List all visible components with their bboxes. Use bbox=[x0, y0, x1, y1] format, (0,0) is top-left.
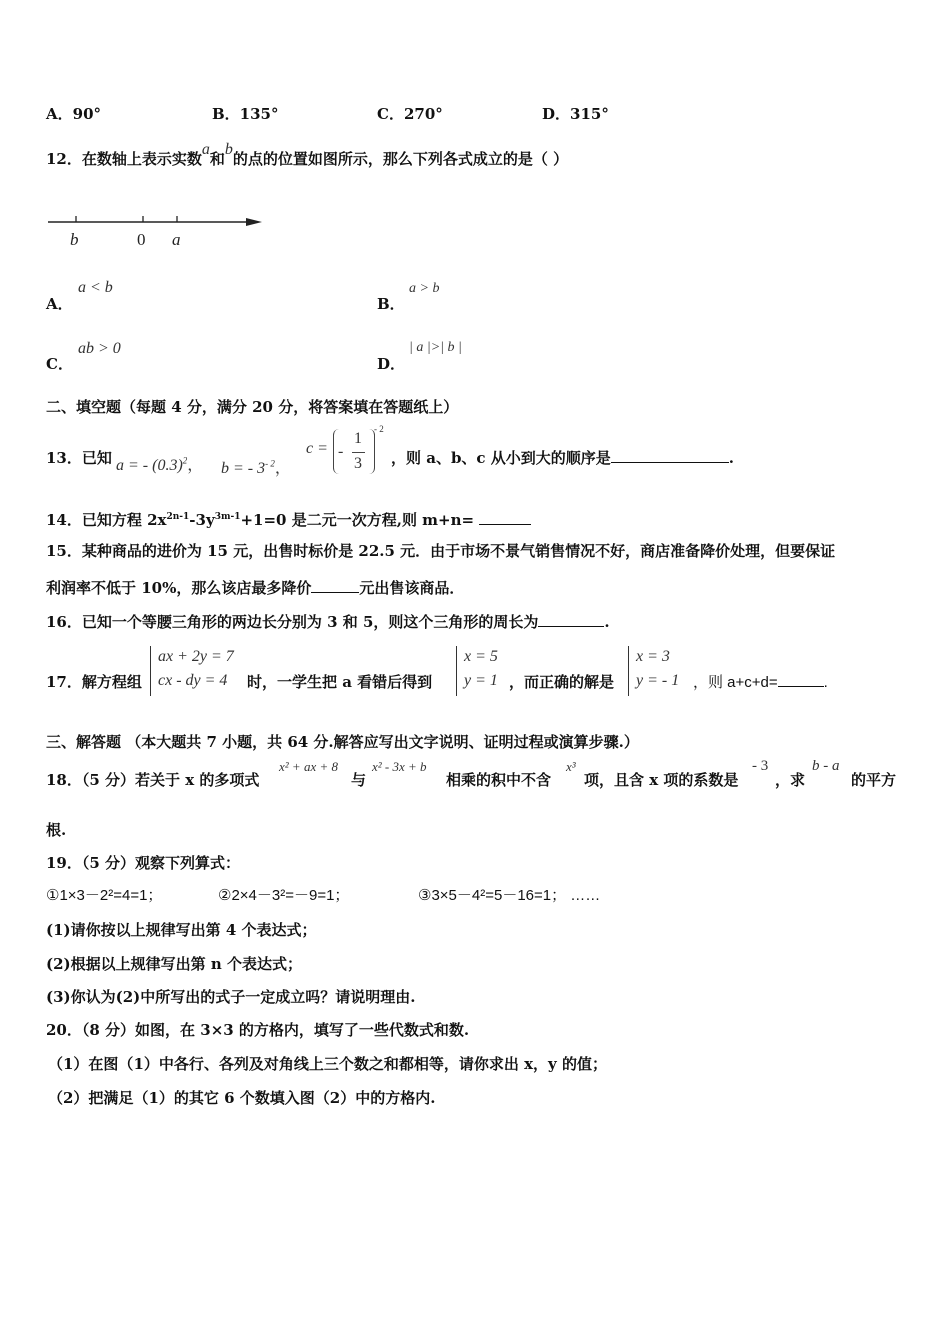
number-line-arrow bbox=[246, 218, 262, 226]
q13-frac-sign: - bbox=[338, 443, 344, 460]
q19-title: 19．（5 分）观察下列算式： bbox=[46, 854, 241, 872]
q12-option-d-math: | a |>| b | bbox=[409, 340, 462, 355]
q19-part-1: (1)请你按以上规律写出第 4 个表达式； bbox=[46, 921, 317, 939]
q19-part-2: (2)根据以上规律写出第 n 个表达式； bbox=[46, 955, 302, 973]
q17-correct-solution: x = 3 y = - 1 bbox=[636, 648, 680, 689]
q19-example-1: ①1×3－2²=4=1； bbox=[46, 887, 163, 904]
q14-answer-blank[interactable] bbox=[479, 510, 531, 525]
q18-x3: x³ bbox=[566, 759, 576, 774]
q16-answer-blank[interactable] bbox=[538, 612, 604, 627]
q13-suffix: ，则 a、b、c 从小到大的顺序是 . bbox=[391, 449, 735, 467]
q17-system: ax + 2y = 7 cx - dy = 4 bbox=[158, 648, 234, 689]
q11-option-c: C．270° bbox=[377, 105, 443, 123]
q13-frac-bar bbox=[352, 452, 365, 453]
q20-title: 20．（8 分）如图，在 3×3 的方格内，填写了一些代数式和数. bbox=[46, 1021, 470, 1039]
q18-poly1: x² + ax + 8 bbox=[279, 759, 338, 774]
label-a: a bbox=[172, 230, 181, 249]
q18-prefix: 18．（5 分）若关于 x 的多项式 bbox=[46, 771, 260, 789]
q18-mid1: 与 bbox=[351, 771, 367, 789]
q13-answer-blank[interactable] bbox=[611, 448, 729, 463]
q15-answer-blank[interactable] bbox=[311, 578, 359, 593]
q19-part-3: (3)你认为(2)中所写出的式子一定成立吗？请说明理由. bbox=[46, 988, 416, 1006]
label-0: 0 bbox=[137, 230, 146, 249]
q17-system-brace bbox=[150, 646, 151, 696]
q14: 14．已知方程 $2x^{2n-1}-3y^{3m-1}+1=0$ 是二元一次方程,则 m+n= bbox=[46, 507, 531, 530]
q16: 16．已知一个等腰三角形的两边长分别为 3 和 5，则这个三角形的周长为 . bbox=[46, 613, 610, 631]
q13-expr-a: a = - $(0.3)^2$， bbox=[116, 455, 204, 474]
q17-wrong-solution-brace bbox=[456, 646, 457, 696]
q17-answer-blank[interactable] bbox=[778, 672, 824, 687]
q12-stem: 12．在数轴上表示实数a和b的点的位置如图所示，那么下列各式成立的是（ ） bbox=[46, 141, 569, 168]
q18-coef: - 3 bbox=[752, 758, 769, 774]
q17-mid2: ，而正确的解是 bbox=[509, 673, 615, 691]
q15-line2: 利润率不低于 10%，那么该店最多降价 元出售该商品． bbox=[46, 579, 465, 597]
q12-option-b-math: a > b bbox=[409, 281, 440, 296]
q19-example-3: ③3×5－4²=5－16=1； …… bbox=[418, 887, 601, 904]
q20-part-1: （1）在图（1）中各行、各列及对角线上三个数之和都相等，请你求出 x，y 的值； bbox=[48, 1055, 607, 1073]
q13-frac-num: 1 bbox=[354, 430, 362, 447]
number-line-figure bbox=[46, 205, 276, 255]
label-b: b bbox=[70, 230, 79, 249]
q18-expr: b - a bbox=[812, 758, 840, 774]
q18-poly2: x² - 3x + b bbox=[372, 759, 427, 774]
q12-option-a-math: a < b bbox=[78, 279, 113, 296]
q11-option-d: D．315° bbox=[542, 105, 609, 123]
q17-wrong-solution: x = 5 y = 1 bbox=[464, 648, 498, 689]
q17-mid1: 时，一学生把 a 看错后得到 bbox=[247, 673, 433, 691]
q15-line1: 15．某种商品的进价为 15 元，出售时标价是 22.5 元．由于市场不景气销售情况不好，商店准备降价处理，但要保证 bbox=[46, 542, 836, 560]
q19-example-2: ②2×4－3²=－9=1； bbox=[218, 887, 350, 904]
q12-option-c-letter: C． bbox=[46, 355, 73, 373]
q12-option-d-letter: D． bbox=[377, 355, 406, 373]
q18-suffix: 的平方 bbox=[851, 771, 897, 789]
q12-option-b-letter: B． bbox=[377, 295, 405, 313]
q18-mid3: 项，且含 x 项的系数是 bbox=[584, 771, 739, 789]
section-3-heading: 三、解答题 （本大题共 7 小题，共 64 分.解答应写出文字说明、证明过程或演算步骤.） bbox=[46, 733, 639, 751]
q12-option-c-math: ab > 0 bbox=[78, 340, 121, 357]
q13-expr-c-left: c = bbox=[306, 440, 328, 457]
q12-option-a-letter: A． bbox=[46, 295, 73, 313]
q17-prefix: 17．解方程组 bbox=[46, 673, 142, 691]
q11-option-b: B．135° bbox=[212, 105, 279, 123]
q18-line2: 根. bbox=[46, 821, 67, 839]
q13-frac-den: 3 bbox=[354, 455, 362, 472]
q17-correct-solution-brace bbox=[628, 646, 629, 696]
section-2-heading: 二、填空题（每题 4 分，满分 20 分，将答案填在答题纸上） bbox=[46, 398, 459, 416]
q13-expr-b: b = - $3^{- 2}$， bbox=[221, 458, 291, 477]
q13-prefix: 13．已知 bbox=[46, 449, 112, 467]
q13-exp-c: - 2 bbox=[374, 424, 384, 434]
q11-option-a: A．90° bbox=[46, 105, 102, 123]
q18-mid2: 相乘的积中不含 bbox=[446, 771, 552, 789]
q17-suffix: ，则 a+c+d= . bbox=[693, 674, 828, 691]
q20-part-2: （2）把满足（1）的其它 6 个数填入图（2）中的方格内. bbox=[48, 1089, 436, 1107]
q18-mid4: ，求 bbox=[775, 771, 806, 789]
